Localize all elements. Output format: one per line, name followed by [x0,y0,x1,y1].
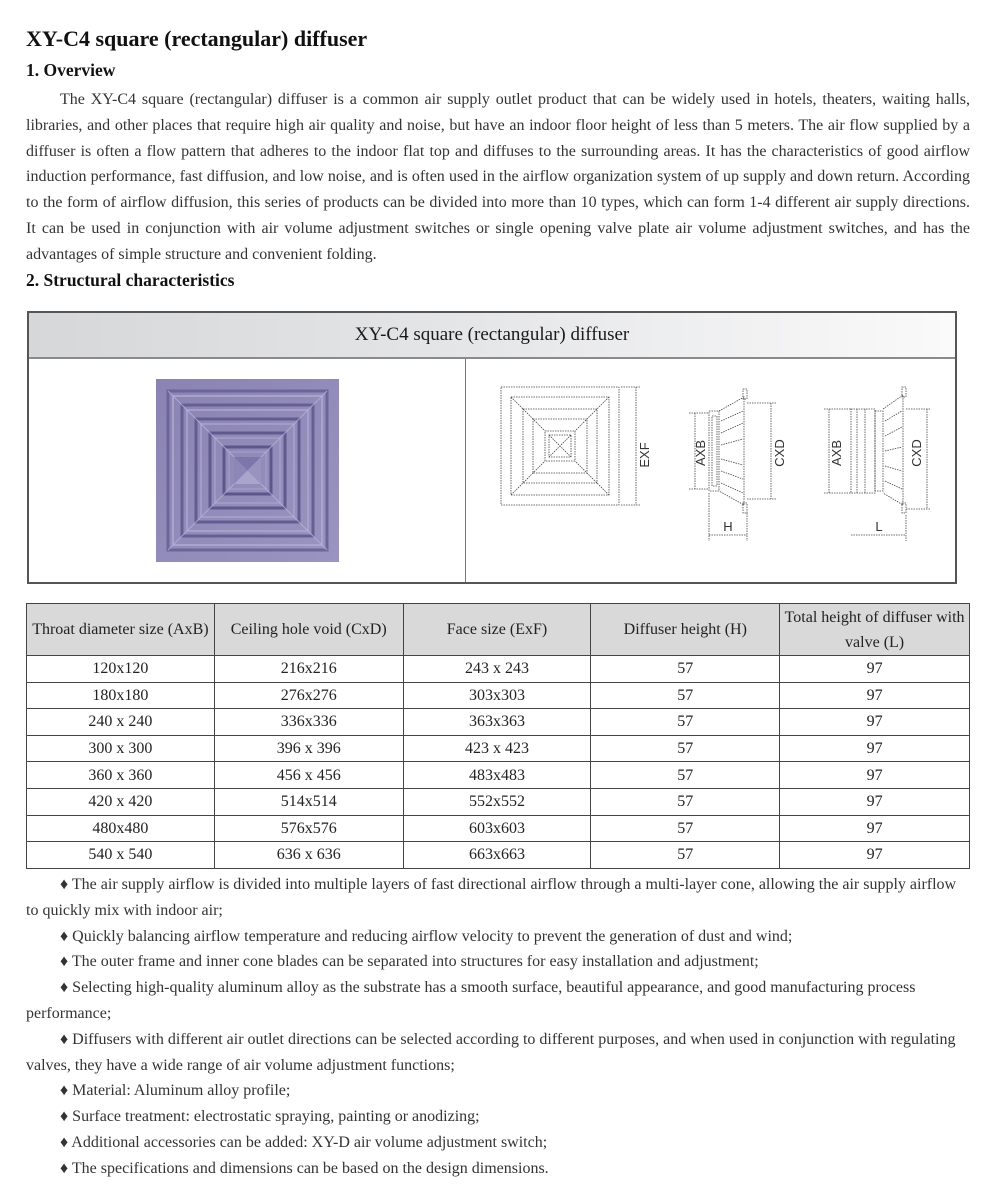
cell-ceiling-hole: 276x276 [214,682,403,709]
drawing-label-axb-1: AXB [693,439,708,467]
header-ceiling-hole: Ceiling hole void (CxD) [214,604,403,656]
cell-diffuser-height: 57 [591,815,780,842]
table-row [27,842,970,869]
drawing-label-cxd-2: CXD [909,439,924,467]
header-diffuser-height: Diffuser height (H) [591,604,780,656]
cell-diffuser-height: 57 [591,762,780,789]
cell-ceiling-hole: 396 x 396 [214,735,403,762]
cell-throat-size: 540 x 540 [27,842,215,869]
cell-face-size: 483x483 [403,762,591,789]
list-item [26,1156,970,1182]
header-throat-size: Throat diameter size (AxB) [27,604,215,656]
table-row [27,656,970,683]
drawing-label-h: H [723,519,733,534]
table-header-row [27,604,970,656]
cell-diffuser-height: 57 [591,656,780,683]
table-row [27,709,970,736]
table-row [27,762,970,789]
cell-throat-size: 240 x 240 [27,709,215,736]
drawing-label-cxd-1: CXD [772,439,787,467]
list-item-text: Quickly balancing airflow temperature and reducing airflow velocity to prevent the generation of dust and wind; [72,927,793,945]
section-heading-structural: 2. Structural characteristics [26,270,235,290]
list-item-text: Material: Aluminum alloy profile; [72,1082,291,1100]
cell-ceiling-hole: 636 x 636 [214,842,403,869]
cell-face-size: 663x663 [403,842,591,869]
list-item-text: The outer frame and inner cone blades can be separated into structures for easy installation and adjustment; [71,953,759,971]
diamond-bullet-icon: ♦ [60,876,69,893]
cell-total-height: 97 [780,762,970,789]
list-item [26,872,970,924]
table-row [27,682,970,709]
drawing-label-l: L [875,519,883,534]
cell-ceiling-hole: 336x336 [214,709,403,736]
table-row [27,735,970,762]
table-body [27,656,970,869]
cell-face-size: 423 x 423 [403,735,591,762]
cell-total-height: 97 [780,709,970,736]
cell-throat-size: 480x480 [27,815,215,842]
cell-throat-size: 120x120 [27,656,215,683]
cell-throat-size: 300 x 300 [27,735,215,762]
square-diffuser-photo-icon [156,379,339,562]
diamond-bullet-icon: ♦ [60,1108,69,1126]
cell-ceiling-hole: 576x576 [214,815,403,842]
cell-diffuser-height: 57 [591,788,780,815]
list-item [26,975,970,1027]
document-title: XY-C4 square (rectangular) diffuser [26,26,368,51]
table-row [27,815,970,842]
product-figure [27,311,957,584]
figure-body [29,359,955,582]
cell-ceiling-hole: 514x514 [214,788,403,815]
overview-paragraph: The XY-C4 square (rectangular) diffuser is a common air supply outlet product that can be widely used in hotels, theaters, waiting halls, libraries, and other places that require high air quality and noise, but have an indoor floor height of less than 5 meters. The air flow supplied by a diffuser is often a flow pattern that adheres to the indoor flat top and diffuses to the surrounding areas. It has the characteristics of good airflow induction performance, fast diffusion, and low noise, and is often used in the airflow organization system of up supply and down return. According to the form of airflow diffusion, this series of products can be divided into more than 10 types, which can form 1-4 different air supply directions. It can be used in conjunction with air volume adjustment switches or single opening valve plate air volume adjustment switches, and has the advantages of simple structure and convenient folding. [26,91,970,263]
cell-face-size: 552x552 [403,788,591,815]
list-item [26,1078,970,1104]
drawing-label-exf: EXF [637,442,652,468]
cell-total-height: 97 [780,656,970,683]
specification-table [26,603,970,869]
cell-throat-size: 360 x 360 [27,762,215,789]
cell-ceiling-hole: 216x216 [214,656,403,683]
feature-list [26,872,970,1182]
cell-total-height: 97 [780,815,970,842]
diamond-bullet-icon: ♦ [60,927,69,945]
cell-face-size: 243 x 243 [403,656,591,683]
list-item-text: Selecting high-quality aluminum alloy as the substrate has a smooth surface, beautiful appearance, and good manufacturing process performance; [26,979,916,1022]
diamond-bullet-icon: ♦ [60,1159,69,1177]
list-item [26,1104,970,1130]
table-row [27,788,970,815]
list-item-text: Additional accessories can be added: XY-D air volume adjustment switch; [71,1133,548,1151]
cell-face-size: 603x603 [403,815,591,842]
cell-throat-size: 420 x 420 [27,788,215,815]
cell-diffuser-height: 57 [591,842,780,869]
figure-divider [465,359,466,582]
diamond-bullet-icon: ♦ [60,1082,69,1100]
diamond-bullet-icon: ♦ [60,979,69,997]
cell-diffuser-height: 57 [591,682,780,709]
list-item-text: The air supply airflow is divided into multiple layers of fast directional airflow through a multi-layer cone, allowing the air supply airflow to quickly mix with indoor air; [26,876,957,919]
header-face-size: Face size (ExF) [403,604,591,656]
cell-face-size: 303x303 [403,682,591,709]
list-item [26,949,970,975]
drawing-label-axb-2: AXB [829,439,844,467]
cell-total-height: 97 [780,682,970,709]
list-item-text: The specifications and dimensions can be based on the design dimensions. [71,1159,549,1177]
diffuser-technical-drawing-icon [499,381,939,551]
cell-diffuser-height: 57 [591,709,780,736]
cell-ceiling-hole: 456 x 456 [214,762,403,789]
list-item-text: Surface treatment: electrostatic spraying, painting or anodizing; [72,1108,480,1126]
figure-caption: XY-C4 square (rectangular) diffuser [29,313,955,359]
cell-diffuser-height: 57 [591,735,780,762]
cell-total-height: 97 [780,842,970,869]
list-item [26,1130,970,1156]
header-total-height: Total height of diffuser with valve (L) [780,604,970,656]
diamond-bullet-icon: ♦ [60,1030,69,1048]
list-item [26,924,970,950]
section-heading-overview: 1. Overview [26,60,116,80]
cell-total-height: 97 [780,735,970,762]
diamond-bullet-icon: ♦ [60,953,69,971]
diamond-bullet-icon: ♦ [60,1133,69,1151]
list-item [26,1027,970,1079]
cell-total-height: 97 [780,788,970,815]
list-item-text: Diffusers with different air outlet directions can be selected according to different purposes, and when used in conjunction with regulating valves, they have a wide range of air volume adjustment functions; [26,1030,956,1074]
cell-face-size: 363x363 [403,709,591,736]
cell-throat-size: 180x180 [27,682,215,709]
